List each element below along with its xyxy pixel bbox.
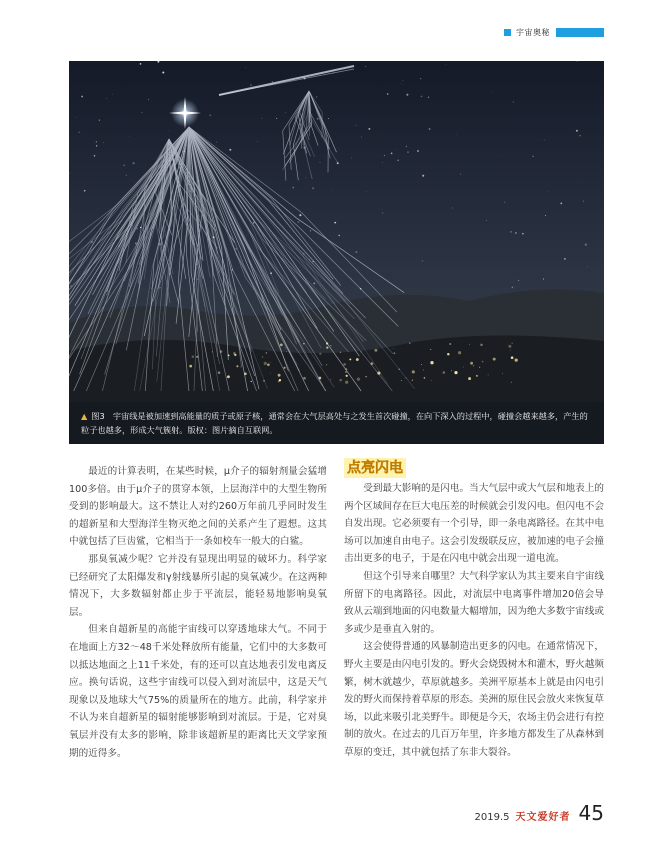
paragraph: 最近的计算表明，在某些时候，μ介子的辐射剂量会猛增100多倍。由于μ介子的贯穿本领，上层海洋中的大型生物所受到的影响最大。这不禁让人对约260万年前几乎同时发生的超新星和大型海洋生物灭绝之间的关系产生了遐想。这其中就包括了巨齿鲨，它相当于一条如校车一般大的白鲨。: [69, 466, 327, 548]
paragraph: 受到最大影响的是闪电。当大气层中或大气层和地表上的两个区域间存在巨大电压差的时候就会引发闪电。但闪电不会自发出现。它必须要有一个引导，即一条电离路径。在其中电场可以加速自由电子。这会引发级联反应，被加速的电子会撞击出更多的电子，于是在闪电中就会出现一道电流。: [344, 483, 604, 565]
caption-text: 图3 宇宙线是被加速到高能量的质子或原子核，通常会在大气层高处与之发生首次碰撞，在向下深入的过程中，碰撞会越来越多，产生的粒子也越多，形成大气簇射。版权：图片摘自互联网。: [81, 411, 588, 435]
figure-caption: [81, 409, 594, 437]
section-header: [504, 27, 604, 38]
section-heading: 点亮闪电: [344, 458, 406, 478]
right-column: [344, 458, 604, 762]
paragraph: 但来自超新星的高能宇宙线可以穿透地球大气。不同于在地面上方32～48千米处释放所有能量，它们中的大多数可以抵达地面之上11千米处，有的还可以直达地表引发电离反应。换句话说，这些宇宙线可以侵入到对流层中，这是天气现象以及地球大气75%的质量所在的地方。此前，科学家并不认为来自超新星的辐射能够影响到对流层。于是，它对臭氧层并没有太多的影响，除非该超新星的距离比天文学家预期的近得多。: [69, 624, 327, 759]
caption-box: [69, 402, 604, 444]
section-marker: [504, 29, 511, 36]
magazine-name: 天文爱好者: [515, 812, 571, 823]
section-label: 宇宙奥秘: [516, 28, 550, 37]
cosmic-ray-illustration: [69, 61, 604, 444]
left-column: [69, 463, 327, 762]
paragraph: 但这个引导来自哪里？大气科学家认为其主要来自宇宙线所留下的电离路径。因此，对流层中电离事件增加20倍会导致从云端到地面的闪电数量大幅增加，因为绝大多数宇宙线或多或少是垂直入射的。: [344, 570, 604, 635]
section-bar: [556, 28, 604, 37]
cosmic-ray-artwork: [69, 61, 604, 444]
issue-date: 2019.5: [474, 812, 510, 823]
paragraph: 这会使得普通的风暴制造出更多的闪电。在通常情况下，野火主要是由闪电引发的。野火会烧毁树木和灌木，野火越频繁，树木就越少，草原就越多。美洲平原基本上就是由闪电引发的野火而保持着草原的形态。美洲的原住民会放火来恢复草场，以此来吸引北美野牛。即便是今天，农场主仍会进行有控制的放火。在过去的几百万年里，许多地方都发生了从森林到草原的变迁，其中就包括了东非大裂谷。: [344, 641, 604, 758]
triangle-icon: ▲: [81, 411, 88, 421]
page-number: 45: [578, 801, 604, 825]
page-footer: [475, 801, 604, 825]
paragraph: 那臭氧减少呢？它并没有显现出明显的破坏力。科学家已经研究了太阳爆发和γ射线暴所引起的臭氧减少。在这两种情况下，大多数辐射都止步于平流层，能轻易地影响臭氧层。: [69, 553, 327, 618]
